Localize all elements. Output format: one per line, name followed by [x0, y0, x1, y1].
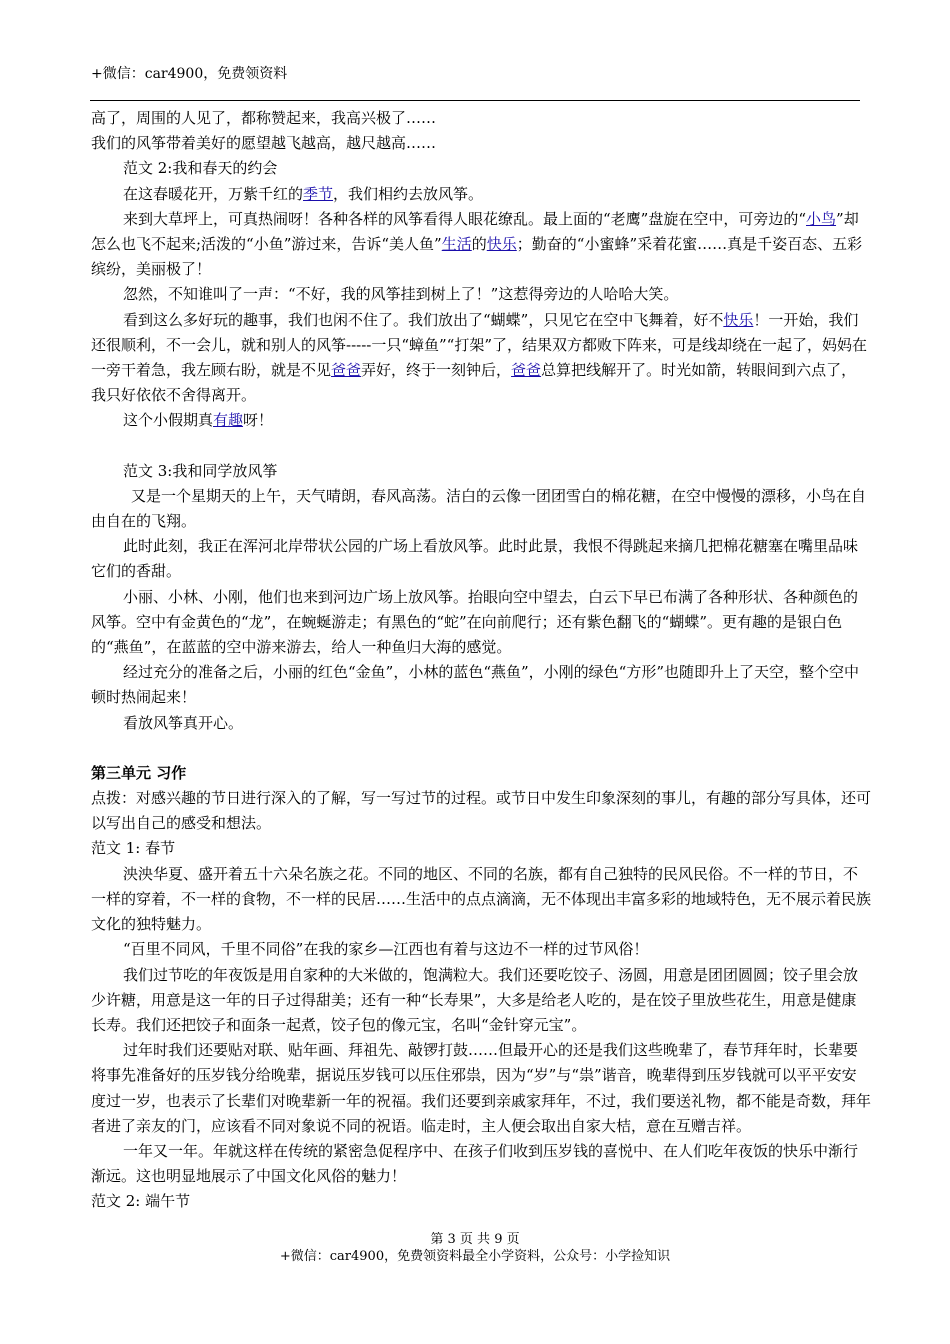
spacer — [91, 434, 871, 459]
page-footer: +微信：car4900，免费领资料最全小学资料，公众号：小学捡知识 — [279, 1249, 671, 1264]
header-rule — [90, 100, 860, 101]
paragraph: 在这春暖花开，万紫千红的季节，我们相约去放风筝。 — [123, 184, 484, 203]
essay-2-title: 范文 2:我和春天的约会 — [123, 159, 278, 178]
link-dad[interactable]: 爸爸 — [511, 361, 542, 380]
paragraph: 来到大草坪上，可真热闹呀！各种各样的风筝看得人眼花缭乱。最上面的“老鹰”盘旋在空中，可旁边的“小鸟”却怎么也飞不起来;活泼的“小鱼”游过来，告诉“美人鱼”生活的快乐；勤奋的“小蜜蜂”采着花蜜……真是千姿百态、五彩缤纷，美丽极了！ — [91, 209, 863, 279]
paragraph: 看到这么多好玩的趣事，我们也闲不住了。我们放出了“蝴蝶”，只见它在空中飞舞着，好不快乐！一开始，我们还很顺利，不一会儿，就和别人的风筝-----一只“蟑鱼”“打架”了，结果双方都败下阵来，可是线却绕在一起了，妈妈在一旁干着急，我左顾右盼，就是不见爸爸弄好，终于一刻钟后，爸爸总算把线解开了。时光如箭，转眼间到六点了，我只好依依不舍得离开。 — [91, 310, 868, 405]
writing-tip: 点拨：对感兴趣的节日进行深入的了解，写一写过节的过程。或节日中发生印象深刻的事儿，有趣的部分写具体，还可以写出自己的感受和想法。 — [91, 789, 872, 833]
paragraph: 高了，周围的人见了，都称赞起来，我高兴极了…… — [91, 109, 437, 127]
essay-3-title: 范文 3:我和同学放风筝 — [123, 461, 278, 480]
paragraph: 泱泱华夏、盛开着五十六朵名族之花。不同的地区、不同的名族，都有自己独特的民风民俗。不一样的节日，不一样的穿着，不一样的食物，不一样的民居……生活中的点点滴滴，无不体现出丰富多彩的地域特色，无不展示着民族文化的独特魅力。 — [91, 864, 872, 934]
unit-3-essay-2-title: 范文 2: 端午节 — [91, 1192, 191, 1211]
paragraph: 我们的风筝带着美好的愿望越飞越高，越尺越高…… — [91, 134, 437, 153]
spacer — [91, 736, 871, 761]
page-number: 第 3 页 共 9 页 — [430, 1232, 520, 1247]
link-life[interactable]: 生活 — [441, 235, 472, 254]
document-body — [91, 106, 871, 1215]
paragraph: 看放风筝真开心。 — [123, 713, 244, 732]
paragraph: 又是一个星期天的上午，天气晴朗，春风高荡。洁白的云像一团团雪白的棉花糖，在空中慢慢的漂移，小鸟在自由自在的飞翔。 — [91, 486, 867, 531]
link-dad[interactable]: 爸爸 — [331, 361, 362, 380]
unit-3-heading: 第三单元 习作 — [91, 763, 187, 782]
unit-3-essay-1-title: 范文 1: 春节 — [91, 839, 176, 858]
link-happy[interactable]: 快乐 — [486, 235, 517, 254]
link-season[interactable]: 季节 — [303, 184, 334, 203]
paragraph: 我们过节吃的年夜饭是用自家种的大米做的，饱满粒大。我们还要吃饺子、汤圆，用意是团团圆圆；饺子里会放少许糖，用意是这一年的日子过得甜美；还有一种“长寿果”，大多是给老人吃的，是在饺子里放些花生，用意是健康长寿。我们还把饺子和面条一起煮，饺子包的像元宝，名叫“金针穿元宝”。 — [91, 965, 859, 1034]
paragraph: 一年又一年。年就这样在传统的紧密急促程序中、在孩子们收到压岁钱的喜悦中、在人们吃年夜饭的快乐中渐行渐远。这也明显地展示了中国文化风俗的魅力！ — [91, 1141, 859, 1186]
page-header: +微信：car4900，免费领资料 — [91, 66, 288, 82]
paragraph: 小丽、小林、小刚，他们也来到河边广场上放风筝。抬眼向空中望去，白云下早已布满了各种形状、各种颜色的风筝。空中有金黄色的“龙”，在蜿蜒游走；有黑色的“蛇”在向前爬行；还有紫色翻飞的“蝴蝶”。更有趣的是银白色的“燕鱼”，在蓝蓝的空中游来游去，给人一种鱼归大海的感觉。 — [91, 587, 859, 657]
paragraph: 经过充分的准备之后，小丽的红色“金鱼”，小林的蓝色“燕鱼”，小刚的绿色“方形”也随即升上了天空，整个空中顿时热闹起来！ — [91, 663, 860, 707]
paragraph: 过年时我们还要贴对联、贴年画、拜祖先、敲锣打鼓……但最开心的还是我们这些晚辈了，春节拜年时，长辈要将事先准备好的压岁钱分给晚辈，据说压岁钱可以压住邪祟，因为“岁”与“祟”谐音，晚辈得到压岁钱就可以平平安安度过一岁，也表示了长辈们对晚辈新一年的祝福。我们还要到亲戚家拜年，不过，我们要送礼物，都不能是奇数，拜年者进了亲友的门，应该看不同对象说不同的祝语。临走时，主人便会取出自家大桔，意在互赠吉祥。 — [91, 1041, 872, 1135]
link-bird[interactable]: 小鸟 — [806, 209, 837, 228]
link-happy[interactable]: 快乐 — [723, 310, 754, 329]
paragraph: 这个小假期真有趣呀！ — [123, 411, 274, 430]
link-interesting[interactable]: 有趣 — [213, 411, 244, 430]
paragraph: 忽然，不知谁叫了一声：“不好，我的风筝挂到树上了！”这惹得旁边的人哈哈大笑。 — [123, 285, 679, 304]
paragraph: 此时此刻，我正在浑河北岸带状公园的广场上看放风筝。此时此景，我恨不得跳起来摘几把棉花糖塞在嘴里品味它们的香甜。 — [91, 537, 859, 581]
paragraph: “百里不同风，千里不同俗”在我的家乡—江西也有着与这边不一样的过节风俗！ — [123, 940, 649, 959]
